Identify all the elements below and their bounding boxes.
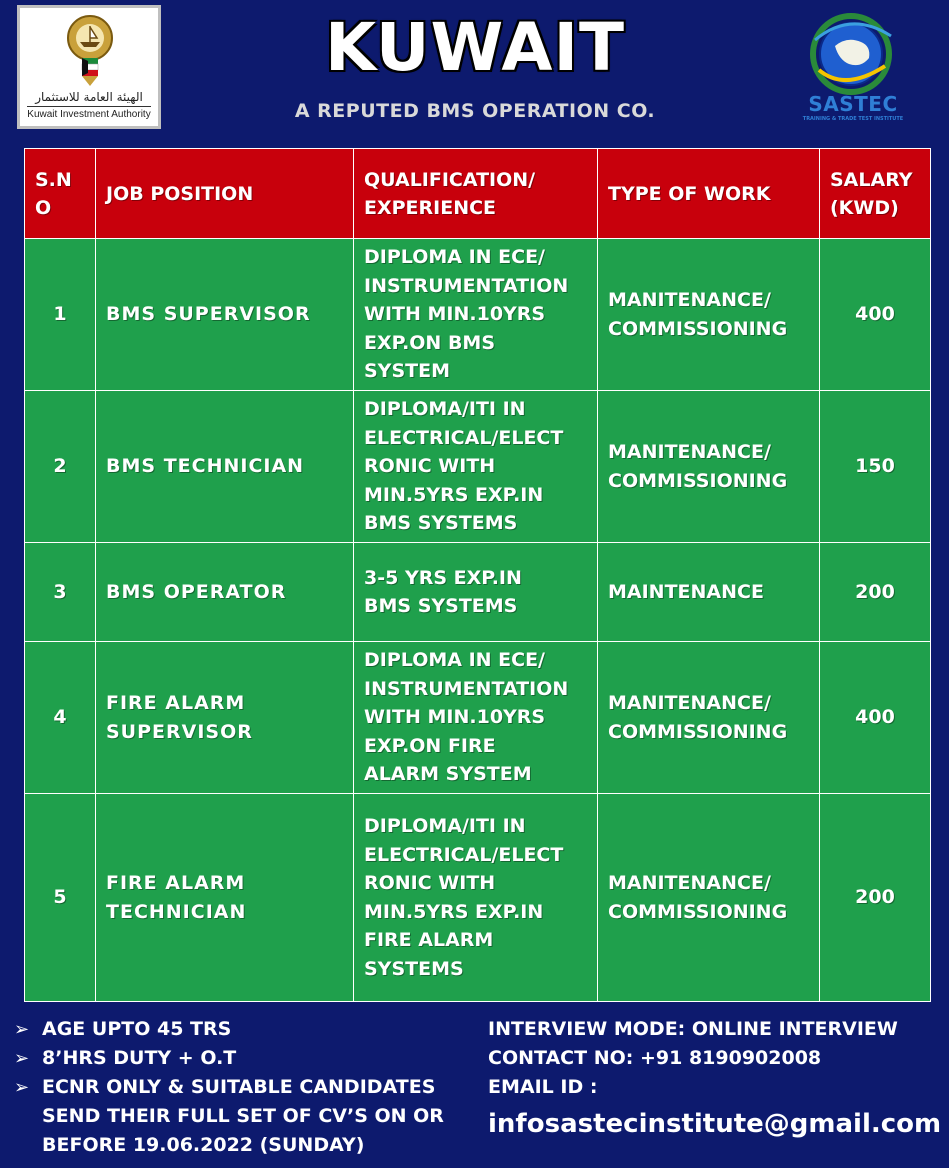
row-sno: 1 [25, 239, 96, 391]
requirement-item [14, 1073, 484, 1160]
kia-emblem-icon [64, 14, 116, 90]
arrow-bullet-icon: ➢ [14, 1019, 30, 1040]
row-position: BMS SUPERVISOR [96, 239, 354, 391]
table-row [25, 239, 931, 391]
jobs-table [24, 148, 931, 1002]
header-type: TYPE OF WORK [598, 149, 820, 239]
page-subtitle: A REPUTED BMS OPERATION CO. [294, 100, 656, 122]
row-sno: 2 [25, 391, 96, 543]
header-qualification: QUALIFICATION/ EXPERIENCE [354, 149, 598, 239]
row-type: MAINTENANCE [598, 543, 820, 642]
arrow-bullet-icon: ➢ [14, 1048, 30, 1069]
table-row [25, 794, 931, 1002]
row-position: BMS TECHNICIAN [96, 391, 354, 543]
header-position: JOB POSITION [96, 149, 354, 239]
kia-english-name: Kuwait Investment Authority [27, 106, 150, 120]
row-qualification: DIPLOMA/ITI IN ELECTRICAL/ELECT RONIC WITH MIN.5YRS EXP.IN FIRE ALARM SYSTEMS [354, 794, 598, 1002]
page-title: KUWAIT [324, 9, 626, 86]
row-salary: 200 [820, 794, 931, 1002]
table-row [25, 543, 931, 642]
table-row [25, 391, 931, 543]
row-position: BMS OPERATOR [96, 543, 354, 642]
arrow-bullet-icon: ➢ [14, 1077, 30, 1098]
row-salary: 150 [820, 391, 931, 543]
row-salary: 400 [820, 642, 931, 794]
contact-block [488, 1015, 943, 1146]
row-qualification: DIPLOMA IN ECE/ INSTRUMENTATION WITH MIN.10YRS EXP.ON BMS SYSTEM [354, 239, 598, 391]
header-sno: S.N O [25, 149, 96, 239]
row-type: MANITENANCE/ COMMISSIONING [598, 239, 820, 391]
row-position: FIRE ALARM SUPERVISOR [96, 642, 354, 794]
sastec-tagline: TRAINING & TRADE TEST INSTITUTE [802, 116, 904, 122]
kia-logo [17, 5, 161, 129]
row-salary: 200 [820, 543, 931, 642]
requirement-text: ECNR ONLY & SUITABLE CANDIDATES SEND THEIR FULL SET OF CV’S ON OR BEFORE 19.06.2022 (SUNDAY) [42, 1076, 444, 1156]
requirement-text: 8’HRS DUTY + O.T [42, 1047, 237, 1069]
requirement-text: AGE UPTO 45 TRS [42, 1018, 232, 1040]
row-qualification: 3-5 YRS EXP.IN BMS SYSTEMS [354, 543, 598, 642]
requirements-list [14, 1015, 484, 1160]
row-salary: 400 [820, 239, 931, 391]
row-qualification: DIPLOMA IN ECE/ INSTRUMENTATION WITH MIN.10YRS EXP.ON FIRE ALARM SYSTEM [354, 642, 598, 794]
row-qualification: DIPLOMA/ITI IN ELECTRICAL/ELECT RONIC WITH MIN.5YRS EXP.IN BMS SYSTEMS [354, 391, 598, 543]
kia-arabic-name: الهيئة العامة للاستثمار [35, 90, 143, 104]
row-type: MANITENANCE/ COMMISSIONING [598, 794, 820, 1002]
row-type: MANITENANCE/ COMMISSIONING [598, 391, 820, 543]
interview-mode: INTERVIEW MODE: ONLINE INTERVIEW [488, 1018, 898, 1040]
email-label: EMAIL ID : [488, 1076, 598, 1098]
requirement-item [14, 1015, 484, 1044]
row-type: MANITENANCE/ COMMISSIONING [598, 642, 820, 794]
sastec-name: SASTEC [808, 92, 898, 116]
table-row [25, 642, 931, 794]
table-header-row [25, 149, 931, 239]
email-address[interactable]: infosastecinstitute@gmail.com [488, 1109, 942, 1139]
contact-number[interactable]: CONTACT NO: +91 8190902008 [488, 1047, 822, 1069]
row-sno: 5 [25, 794, 96, 1002]
requirement-item [14, 1044, 484, 1073]
header-salary: SALARY (KWD) [820, 149, 931, 239]
row-sno: 4 [25, 642, 96, 794]
row-position: FIRE ALARM TECHNICIAN [96, 794, 354, 1002]
row-sno: 3 [25, 543, 96, 642]
